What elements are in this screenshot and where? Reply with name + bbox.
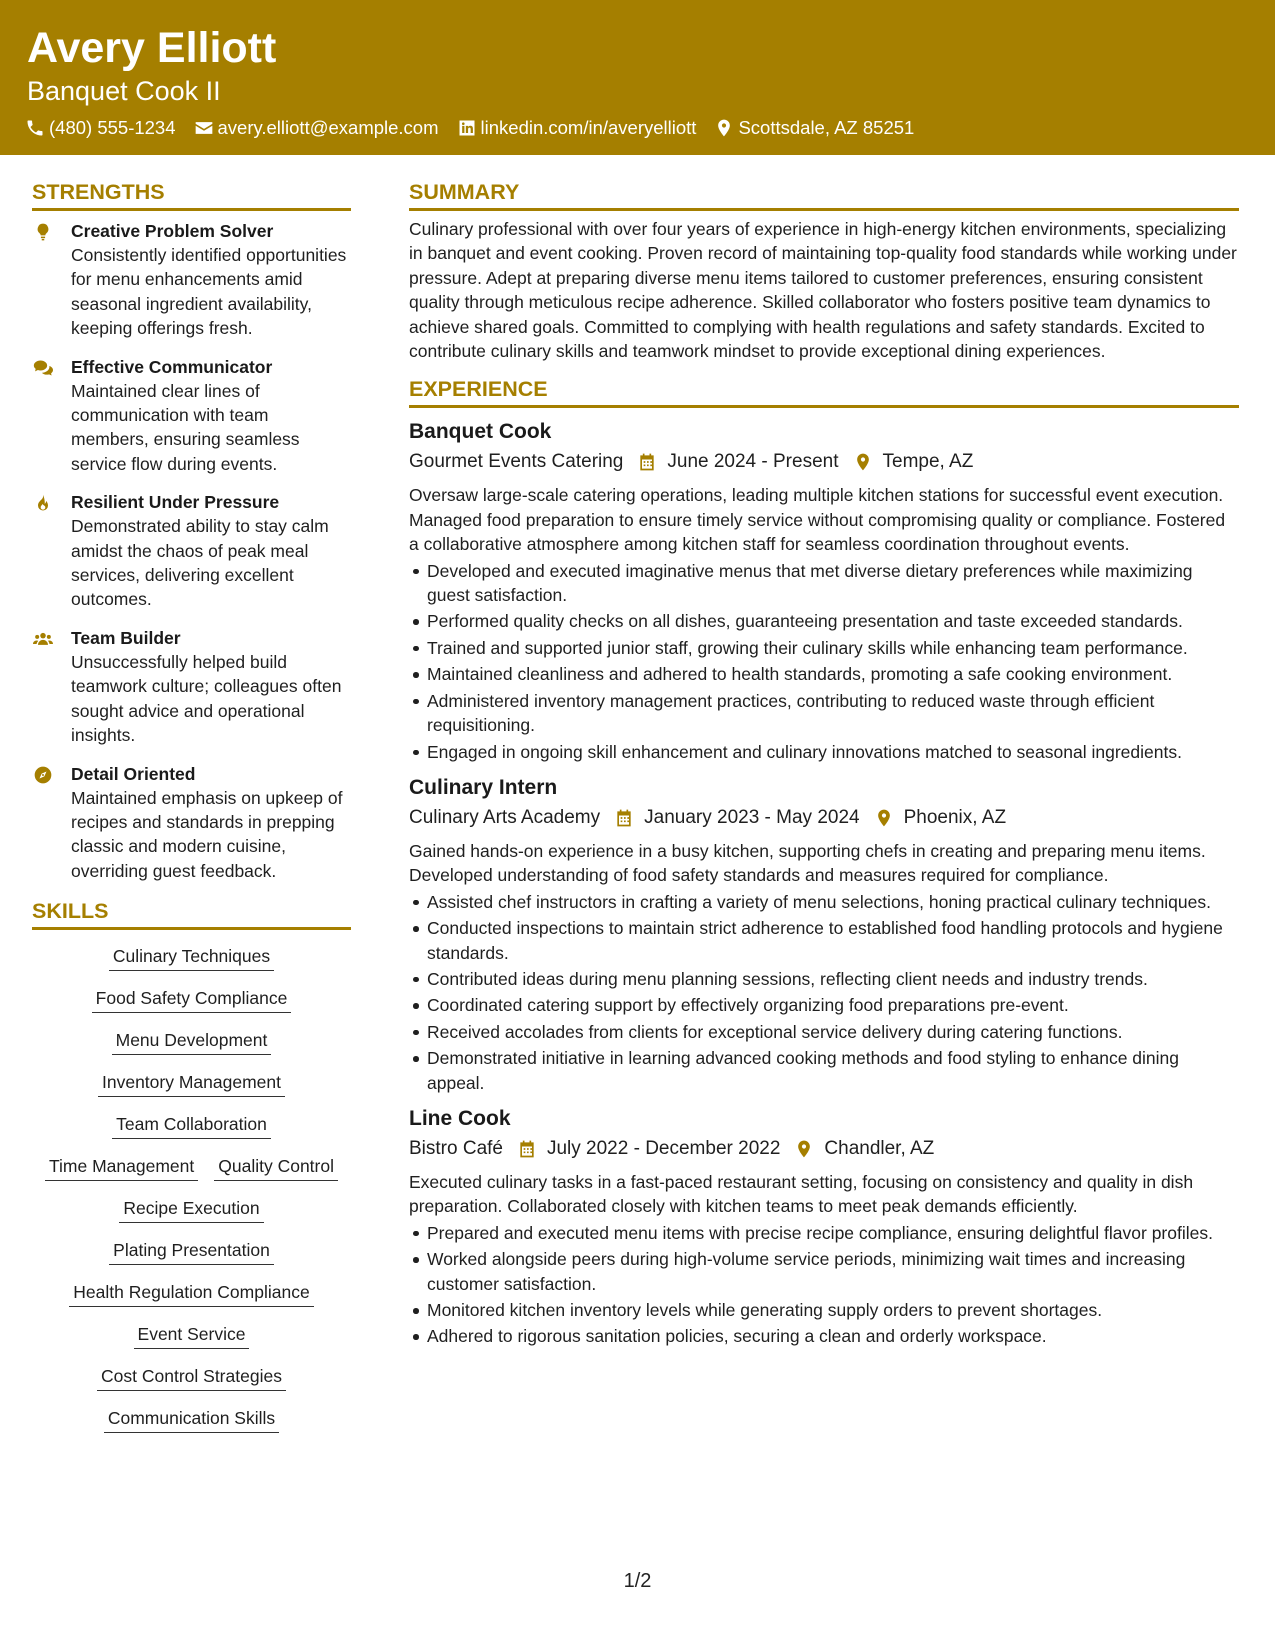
list-item: Prepared and executed menu items with precise recipe compliance, ensuring delightful flavor profiles. xyxy=(427,1221,1239,1245)
fire-icon xyxy=(32,493,54,513)
job-location: Chandler, AZ xyxy=(824,1137,935,1159)
job-dates: July 2022 - December 2022 xyxy=(546,1137,781,1159)
summary-text: Culinary professional with over four years of experience in high-energy kitchen environments, specializing in banquet and event cooking. Proven record of maintaining top-quality food standards while working under pressure. Adept at preparing diverse menu items tailored to customer preferences, ensuring consistent quality through meticulous recipe adherence. Skilled collaborator who fosters positive team dynamics to achieve shared goals. Committed to complying with health regulations and safety standards. Excited to contribute culinary skills and teamwork mindset to provide exceptional dining experiences. xyxy=(409,219,1237,362)
skill-tag: Food Safety Compliance xyxy=(92,986,292,1013)
strength-title: Effective Communicator xyxy=(71,356,273,377)
email-link[interactable]: avery.elliott@example.com xyxy=(217,117,439,138)
skill-tag: Quality Control xyxy=(214,1154,338,1181)
list-item: Demonstrated initiative in learning advanced cooking methods and food styling to enhance dining appeal. xyxy=(427,1046,1239,1095)
strengths-list xyxy=(32,219,351,883)
skill-tag: Culinary Techniques xyxy=(109,944,274,971)
job-title: Banquet Cook xyxy=(409,420,552,444)
strength-description: Consistently identified opportunities for menu enhancements amid seasonal ingredient availability, keeping offerings fresh. xyxy=(71,245,347,339)
job-dates: January 2023 - May 2024 xyxy=(644,806,860,828)
strength-description: Demonstrated ability to stay calm amidst the chaos of peak meal services, delivering excellent outcomes. xyxy=(71,516,329,610)
job-description: Oversaw large-scale catering operations, leading multiple kitchen stations for successful event execution. Managed food preparation to ensure timely service without compromising quality or compliance. Fostered a collaborative atmosphere among kitchen staff for seamless coordination throughout events. xyxy=(409,485,1226,555)
strengths-heading: STRENGTHS xyxy=(32,178,351,211)
job-title: Line Cook xyxy=(409,1106,511,1130)
job-meta xyxy=(409,803,1239,833)
skill-tag: Time Management xyxy=(45,1154,198,1181)
skill-tag: Recipe Execution xyxy=(119,1196,263,1223)
job-location: Tempe, AZ xyxy=(882,451,974,473)
list-item: Coordinated catering support by effectively organizing food preparations pre-event. xyxy=(427,993,1239,1017)
job-bullets xyxy=(409,559,1239,764)
list-item: Administered inventory management practices, contributing to reduced waste through efficient requisitioning. xyxy=(427,689,1239,738)
job-entry xyxy=(409,774,1239,1095)
job-dates: June 2024 - Present xyxy=(667,451,839,473)
strength-item xyxy=(32,219,351,341)
compass-icon xyxy=(32,765,54,785)
phone-icon xyxy=(25,118,45,138)
skill-tag: Event Service xyxy=(134,1322,250,1349)
skill-tag: Health Regulation Compliance xyxy=(69,1280,313,1307)
contact-location xyxy=(714,117,914,139)
left-column xyxy=(32,178,351,1442)
list-item: Worked alongside peers during high-volume service periods, minimizing wait times and increasing customer satisfaction. xyxy=(427,1247,1239,1296)
right-column xyxy=(409,178,1239,1349)
map-pin-icon xyxy=(714,118,734,138)
contact-linkedin[interactable] xyxy=(457,117,697,139)
skill-tag: Communication Skills xyxy=(104,1406,279,1433)
job-entry xyxy=(409,1105,1239,1349)
skills-heading: SKILLS xyxy=(32,897,351,930)
list-item: Monitored kitchen inventory levels while generating supply orders to prevent shortages. xyxy=(427,1298,1239,1322)
skill-tag: Menu Development xyxy=(112,1028,272,1055)
map-pin-icon xyxy=(874,808,894,828)
map-pin-icon xyxy=(853,452,873,472)
list-item: Conducted inspections to maintain strict adherence to established food handling protocols and hygiene standards. xyxy=(427,916,1239,965)
list-item: Received accolades from clients for exceptional service delivery during catering functions. xyxy=(427,1020,1239,1044)
job-entry xyxy=(409,418,1239,763)
job-meta xyxy=(409,447,1239,477)
candidate-role: Banquet Cook II xyxy=(27,76,221,106)
strength-title: Resilient Under Pressure xyxy=(71,492,280,513)
list-item: Trained and supported junior staff, growing their culinary skills while enhancing team performance. xyxy=(427,636,1239,660)
contact-email[interactable] xyxy=(194,117,439,139)
page-number: 1/2 xyxy=(623,1570,652,1592)
location-text: Scottsdale, AZ 85251 xyxy=(738,117,915,138)
job-company: Bistro Café xyxy=(409,1137,503,1159)
lightbulb-icon xyxy=(32,222,54,242)
strength-description: Maintained emphasis on upkeep of recipes and standards in prepping classic and modern cuisine, overriding guest feedback. xyxy=(71,787,343,881)
strength-item xyxy=(32,355,351,477)
skill-tag: Inventory Management xyxy=(98,1070,285,1097)
skill-tag: Cost Control Strategies xyxy=(97,1364,286,1391)
list-item: Adhered to rigorous sanitation policies, securing a clean and orderly workspace. xyxy=(427,1324,1239,1348)
list-item: Maintained cleanliness and adhered to health standards, promoting a safe cooking environment. xyxy=(427,662,1239,686)
skill-tag: Plating Presentation xyxy=(109,1238,274,1265)
strength-title: Team Builder xyxy=(71,627,181,648)
strength-description: Maintained clear lines of communication with team members, ensuring seamless service flow during events. xyxy=(71,380,300,474)
strength-description: Unsuccessfully helped build teamwork culture; colleagues often sought advice and operational insights. xyxy=(71,651,342,746)
job-bullets xyxy=(409,1221,1239,1349)
skills-list xyxy=(32,938,351,1442)
job-bullets xyxy=(409,890,1239,1095)
job-title: Culinary Intern xyxy=(409,775,558,799)
calendar-icon xyxy=(614,808,634,828)
job-company: Gourmet Events Catering xyxy=(409,451,624,473)
list-item: Performed quality checks on all dishes, guaranteeing presentation and taste exceeded standards. xyxy=(427,609,1239,633)
job-description: Gained hands-on experience in a busy kitchen, supporting chefs in creating and preparing menu items. Developed understanding of food safety standards and measures required for compliance. xyxy=(409,840,1206,886)
resume-header xyxy=(0,0,1275,155)
map-pin-icon xyxy=(794,1139,814,1159)
strength-title: Creative Problem Solver xyxy=(71,221,274,241)
skill-tag: Team Collaboration xyxy=(112,1112,271,1139)
experience-heading: EXPERIENCE xyxy=(409,375,1239,408)
calendar-icon xyxy=(637,452,657,472)
phone-text: (480) 555-1234 xyxy=(49,117,176,138)
strength-item xyxy=(32,626,351,748)
summary-heading: SUMMARY xyxy=(409,178,1239,211)
job-meta xyxy=(409,1134,1239,1164)
list-item: Contributed ideas during menu planning sessions, reflecting client needs and industry trends. xyxy=(427,967,1239,991)
contact-phone xyxy=(25,117,176,139)
envelope-icon xyxy=(194,118,214,138)
job-description: Executed culinary tasks in a fast-paced restaurant setting, focusing on consistency and quality in dish preparation. Collaborated closely with kitchen teams to meet peak demands efficiently. xyxy=(409,1171,1194,1217)
comments-icon xyxy=(32,358,54,378)
strength-item xyxy=(32,490,351,612)
strength-item xyxy=(32,762,351,884)
linkedin-link[interactable]: linkedin.com/in/averyelliott xyxy=(480,117,697,138)
contact-bar xyxy=(25,114,932,142)
users-icon xyxy=(32,629,54,649)
job-company: Culinary Arts Academy xyxy=(409,806,601,828)
job-location: Phoenix, AZ xyxy=(903,806,1007,828)
list-item: Engaged in ongoing skill enhancement and culinary innovations matched to seasonal ingredients. xyxy=(427,740,1239,764)
list-item: Developed and executed imaginative menus that met diverse dietary preferences while maximizing guest satisfaction. xyxy=(427,559,1239,608)
calendar-icon xyxy=(517,1139,537,1159)
linkedin-icon xyxy=(457,118,477,138)
list-item: Assisted chef instructors in crafting a variety of menu selections, honing practical culinary techniques. xyxy=(427,890,1239,914)
candidate-name: Avery Elliott xyxy=(27,24,277,72)
strength-title: Detail Oriented xyxy=(71,763,196,784)
